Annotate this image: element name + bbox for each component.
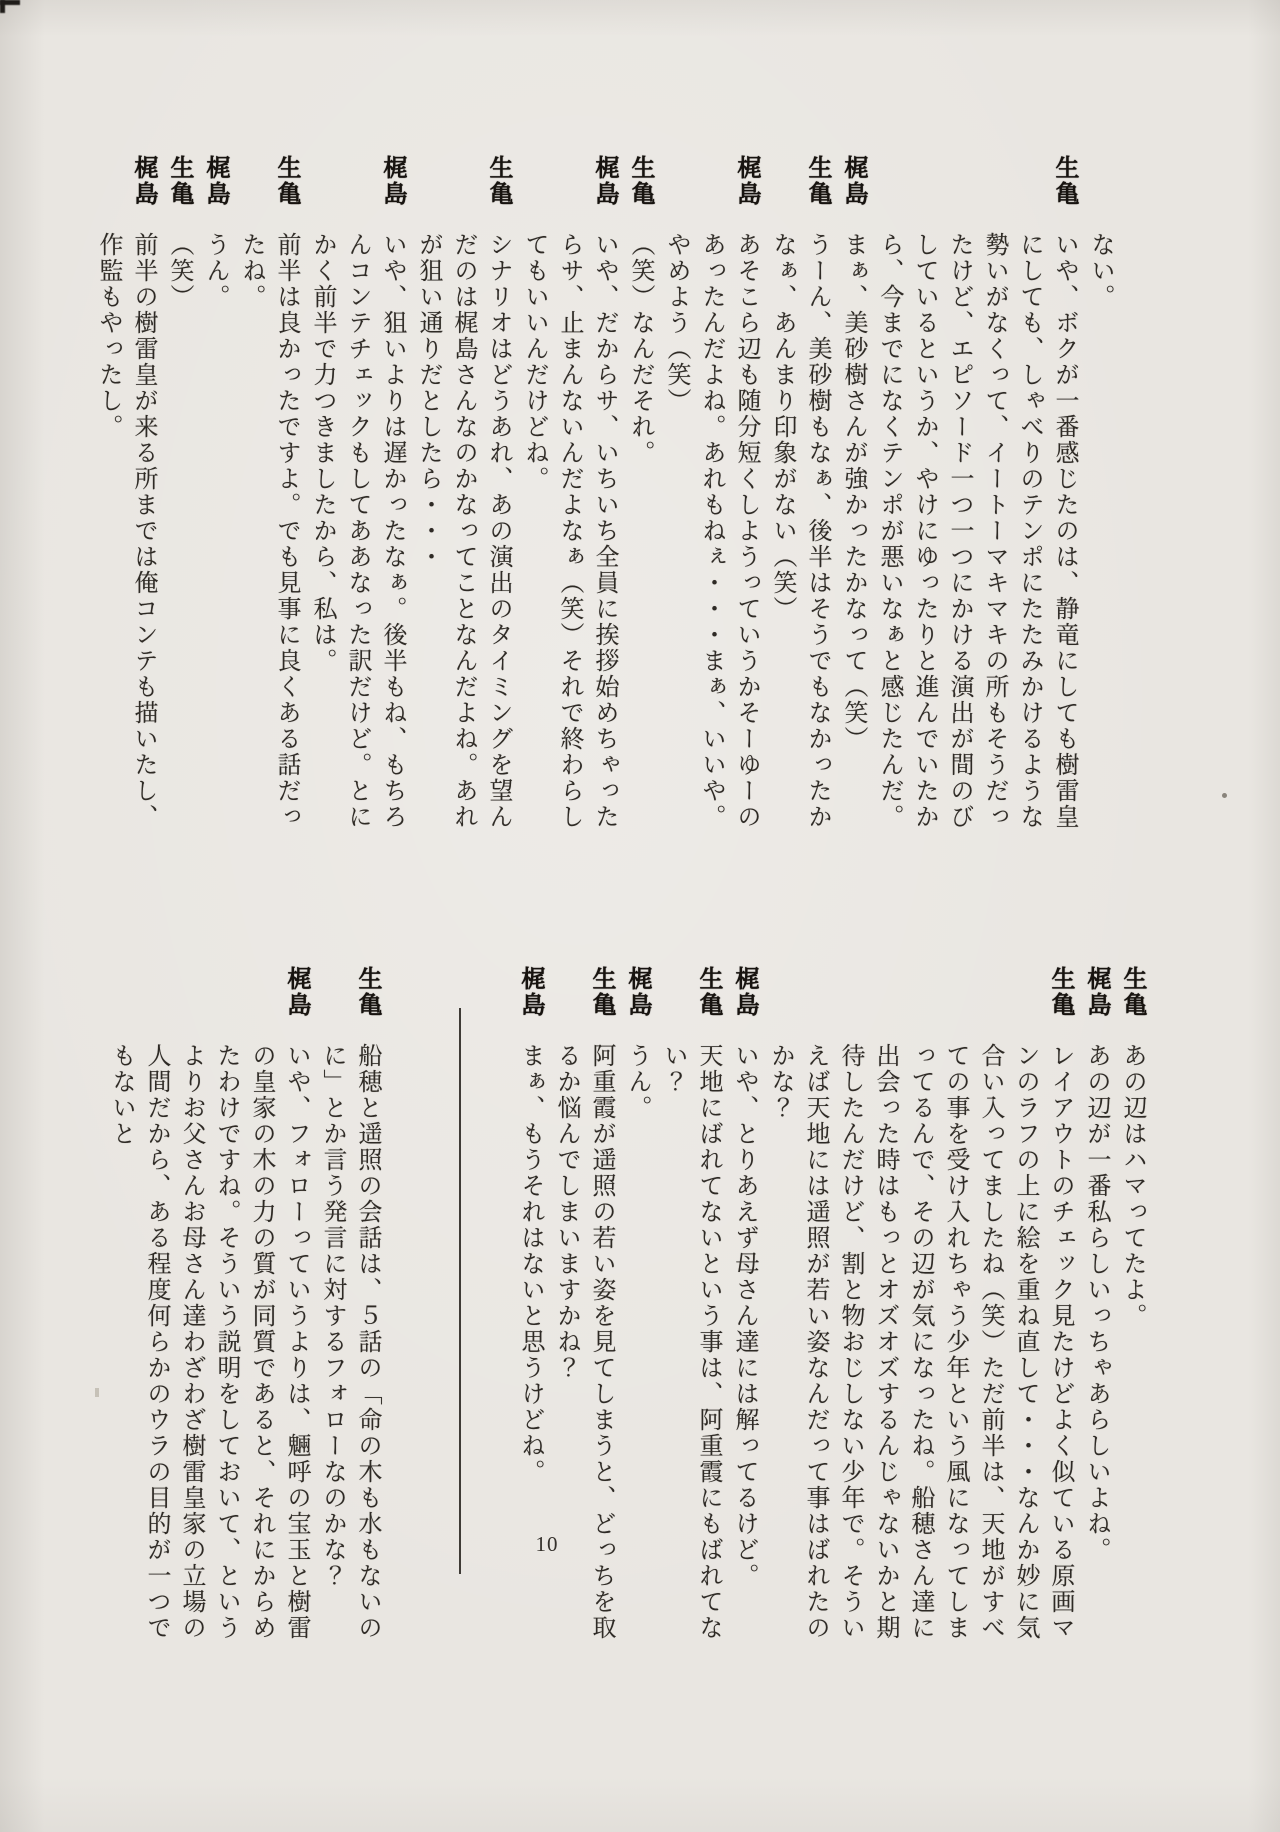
speaker-label: 梶島 bbox=[517, 966, 544, 1018]
dialogue-text: いや、だからサ、いちいち全員に挨拶始めちゃったらサ、止まんないんだよなぁ（笑）それで終わらしてもいいんだけどね。 bbox=[521, 232, 617, 830]
dialogue-text: 前半は良かったですよ。でも見事に良くある話だったね。 bbox=[238, 232, 299, 830]
dialogue-text: シナリオはどうあれ、あの演出のタイミングを望んだのは梶島さんなのかなってことなんだよね。あれが狙い通りだとしたら・・・ bbox=[415, 232, 511, 830]
dialogue-text: あの辺はハマってたよ。 bbox=[1119, 1043, 1145, 1329]
dialogue-entry bbox=[762, 966, 1078, 1644]
speaker-label: 生亀 bbox=[1051, 155, 1078, 207]
speaker-label: 梶島 bbox=[591, 155, 618, 207]
dialogue-entry bbox=[314, 966, 385, 1644]
dialogue-text: うん。 bbox=[624, 1043, 650, 1121]
dialogue-entry bbox=[1114, 966, 1150, 1644]
speaker-label: 梶島 bbox=[840, 155, 867, 207]
speaker-label: 生亀 bbox=[273, 155, 300, 207]
dialogue-text: まぁ、美砂樹さんが強かったかなって（笑） bbox=[840, 232, 866, 752]
dialogue-text: レイアウトのチェック見たけどよく似ている原画マンのラフの上に絵を重ね直して・・・なんか妙に気合い入ってましたね（笑）ただ前半は、天地がすべての事を受け入れちゃう少年という風になってしまってるんで、その辺が気になったね。船穂さん達に出会った時はもっとオズオズするんじゃないかと期待したんだけど、割と物おじしない少年で。そういえば天地には遥照が若い姿なんだって事はばれたのかな？ bbox=[767, 1043, 1073, 1641]
interview-top-section bbox=[90, 155, 1117, 847]
dialogue-text: （笑） bbox=[166, 232, 192, 310]
dialogue-entry bbox=[619, 966, 655, 1644]
dialogue-text: いや、フォローっていうよりは、魎呼の宝玉と樹雷の皇家の木の力の質が同質であると、それにからめたわけですね。そういう説明をしておいて、というよりお父さんお母さん達わざわざ樹雷皇家の立場の人間だから、ある程度何らかのウラの目的が一つでもないと bbox=[108, 1043, 309, 1641]
dialogue-text: 船穂と遥照の会話は、５話の「命の木も水もないのに」とか言う発言に対するフォローなのかな？ bbox=[319, 1043, 380, 1641]
dialogue-text: いや、狙いよりは遅かったなぁ。後半もね、もちろんコンテチェックもしてああなった訳だけど。とにかく前半で力つきましたから、私は。 bbox=[309, 232, 405, 830]
topic-divider-rule bbox=[459, 1008, 461, 1574]
dialogue-text: うーん、美砂樹もなぁ、後半はそうでもなかったかなぁ、あんまり印象がない（笑） bbox=[769, 232, 830, 830]
dialogue-entry bbox=[304, 155, 410, 847]
speaker-label: 生亀 bbox=[804, 155, 831, 207]
dialogue-text: まぁ、もうそれはないと思うけどね。 bbox=[517, 1043, 543, 1485]
dialogue-entry bbox=[410, 155, 516, 847]
dialogue-entry bbox=[835, 155, 871, 847]
speaker-label: 梶島 bbox=[130, 155, 157, 207]
dialogue-entry bbox=[516, 155, 622, 847]
dialogue-text: あの辺が一番私らしいっちゃあらしいよね。 bbox=[1083, 1043, 1109, 1563]
scan-speck bbox=[95, 1388, 99, 1397]
speaker-label: 生亀 bbox=[695, 966, 722, 1018]
speaker-label: 生亀 bbox=[166, 155, 193, 207]
speaker-label: 生亀 bbox=[485, 155, 512, 207]
dialogue-entry bbox=[871, 155, 1082, 847]
dialogue-entry bbox=[103, 966, 314, 1644]
dialogue-text: （笑）なんだそれ。 bbox=[627, 232, 653, 466]
dialogue-text: あそこら辺も随分短くしようっていうかそーゆーのあったんだよね。あれもねぇ・・・まぁ、いいや。やめよう（笑） bbox=[663, 232, 759, 830]
dialogue-text: 阿重霞が遥照の若い姿を見てしまうと、どっちを取るか悩んでしまいますかね？ bbox=[553, 1043, 614, 1641]
speaker-label: 生亀 bbox=[354, 966, 381, 1018]
speaker-label: 梶島 bbox=[733, 155, 760, 207]
speaker-label: 梶島 bbox=[731, 966, 758, 1018]
dialogue-entry bbox=[161, 155, 197, 847]
dialogue-text: 前半の樹雷皇が来る所までは俺コンテも描いたし、作監もやったし。 bbox=[95, 232, 156, 830]
page-number: 10 bbox=[535, 1532, 559, 1556]
speaker-label: 生亀 bbox=[588, 966, 615, 1018]
speaker-label: 梶島 bbox=[379, 155, 406, 207]
dialogue-text: ない。 bbox=[1087, 232, 1113, 310]
speaker-label: 梶島 bbox=[202, 155, 229, 207]
dialogue-entry bbox=[764, 155, 835, 847]
scan-edge-artifact bbox=[0, 0, 5, 13]
dialogue-entry bbox=[658, 155, 764, 847]
dialogue-text: 天地にばれてないという事は、阿重霞にもばれてない？ bbox=[660, 1043, 721, 1641]
speaker-label: 梶島 bbox=[624, 966, 651, 1018]
continuation-text bbox=[1082, 155, 1117, 847]
dialogue-text: いや、とりあえず母さん達には解ってるけど。 bbox=[731, 1043, 757, 1589]
speaker-label: 生亀 bbox=[627, 155, 654, 207]
scan-speck bbox=[1222, 793, 1227, 798]
dialogue-entry bbox=[655, 966, 726, 1644]
interview-bottom-right-section bbox=[512, 966, 1150, 1644]
dialogue-entry bbox=[726, 966, 762, 1644]
speaker-label: 梶島 bbox=[1083, 966, 1110, 1018]
speaker-label: 生亀 bbox=[1047, 966, 1074, 1018]
dialogue-entry bbox=[622, 155, 658, 847]
dialogue-text: うん。 bbox=[202, 232, 228, 310]
speaker-label: 生亀 bbox=[1119, 966, 1146, 1018]
dialogue-entry bbox=[90, 155, 161, 847]
dialogue-entry bbox=[197, 155, 233, 847]
dialogue-text: いや、ボクが一番感じたのは、静竜にしても樹雷皇にしても、しゃべりのテンポにたたみかけるような勢いがなくって、イートーマキマキの所もそうだったけど、エピソード一つ一つにかける演出が間のびしているというか、やけにゆったりと進んでいたから、今までになくテンポが悪いなぁと感じたんだ。 bbox=[876, 232, 1077, 830]
interview-bottom-left-section bbox=[103, 966, 385, 1644]
dialogue-entry bbox=[233, 155, 304, 847]
speaker-label: 梶島 bbox=[283, 966, 310, 1018]
dialogue-entry bbox=[1078, 966, 1114, 1644]
